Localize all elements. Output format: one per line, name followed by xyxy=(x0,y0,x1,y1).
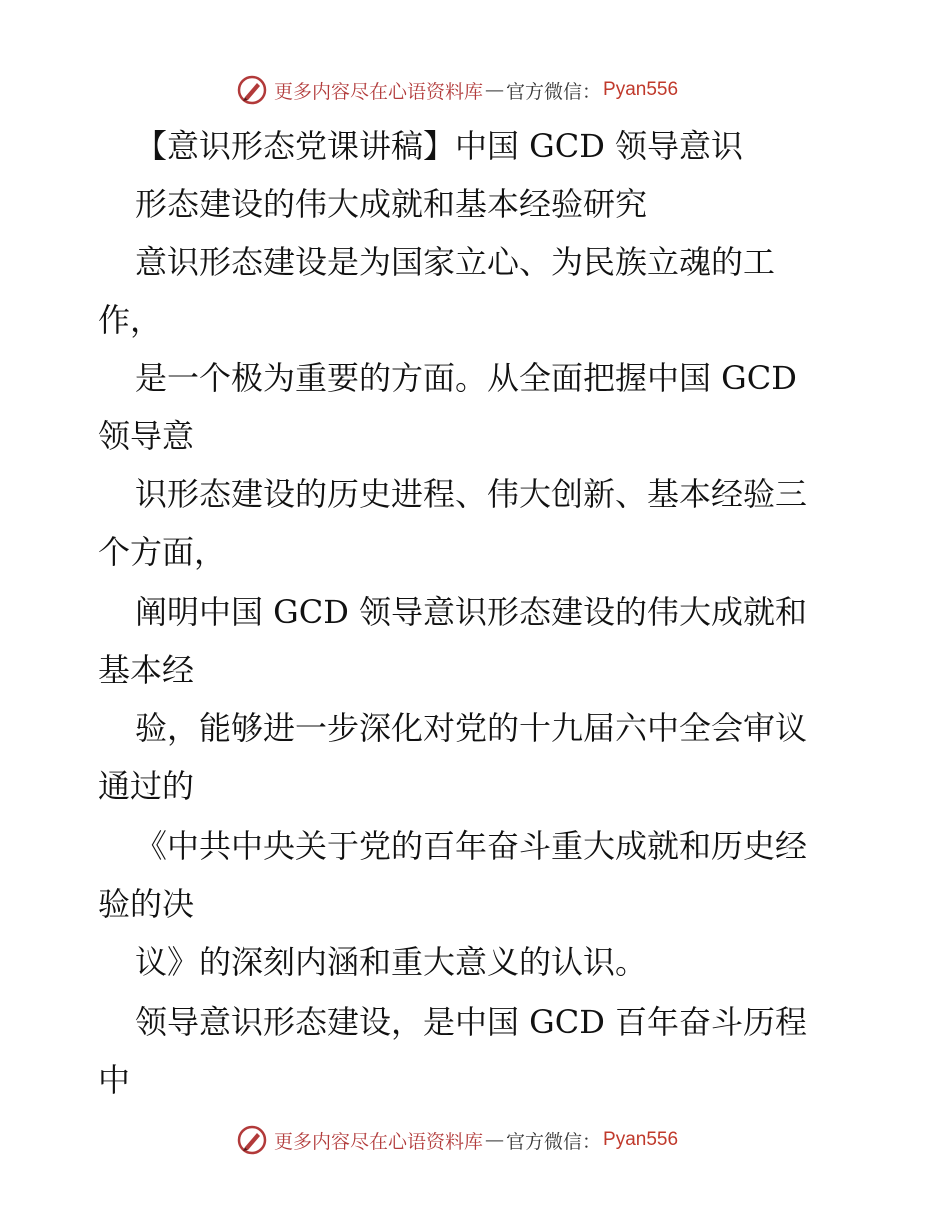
paragraph-line: 阐明中国 GCD 领导意识形态建设的伟大成就和 xyxy=(135,593,808,631)
paragraph-line: 议》的深刻内涵和重大意义的认识。 xyxy=(135,943,648,981)
banner-wechat-label: 官方微信： xyxy=(506,1130,602,1153)
banner-brand: 更多内容尽在心语资料库 xyxy=(274,1130,484,1153)
footer-banner xyxy=(236,1122,716,1158)
paragraph-line: 意识形态建设是为国家立心、为民族立魂的工 xyxy=(135,243,776,281)
paragraph-line: 领导意 xyxy=(98,417,195,455)
paragraph-line: 验的决 xyxy=(98,885,195,923)
pen-seal-icon xyxy=(236,1124,268,1156)
paragraph-line: 识形态建设的历史进程、伟大创新、基本经验三 xyxy=(135,475,808,513)
banner-wechat-label: 官方微信： xyxy=(506,80,602,103)
paragraph-line: 中 xyxy=(98,1061,131,1099)
paragraph-line: 验，能够进一步深化对党的十九届六中全会审议 xyxy=(135,709,808,747)
paragraph-line: 基本经 xyxy=(98,651,195,689)
paragraph-line: 是一个极为重要的方面。从全面把握中国 GCD xyxy=(135,359,797,397)
paragraph-line: 通过的 xyxy=(98,767,195,805)
paragraph-line: 个方面， xyxy=(98,533,227,571)
document-title-line-2: 形态建设的伟大成就和基本经验研究 xyxy=(135,185,648,223)
banner-wechat-id: Pyan556 xyxy=(603,79,679,100)
paragraph-line: 领导意识形态建设，是中国 GCD 百年奋斗历程 xyxy=(135,1003,808,1041)
banner-wechat-id: Pyan556 xyxy=(603,1129,679,1150)
paragraph-line: 《中共中央关于党的百年奋斗重大成就和历史经 xyxy=(135,827,808,865)
paragraph-line: 作， xyxy=(98,301,163,339)
banner-brand: 更多内容尽在心语资料库 xyxy=(274,80,484,103)
banner-separator: — xyxy=(485,1129,505,1151)
banner-separator: — xyxy=(485,79,505,101)
document-title-line-1: 【意识形态党课讲稿】中国 GCD 领导意识 xyxy=(135,127,744,165)
